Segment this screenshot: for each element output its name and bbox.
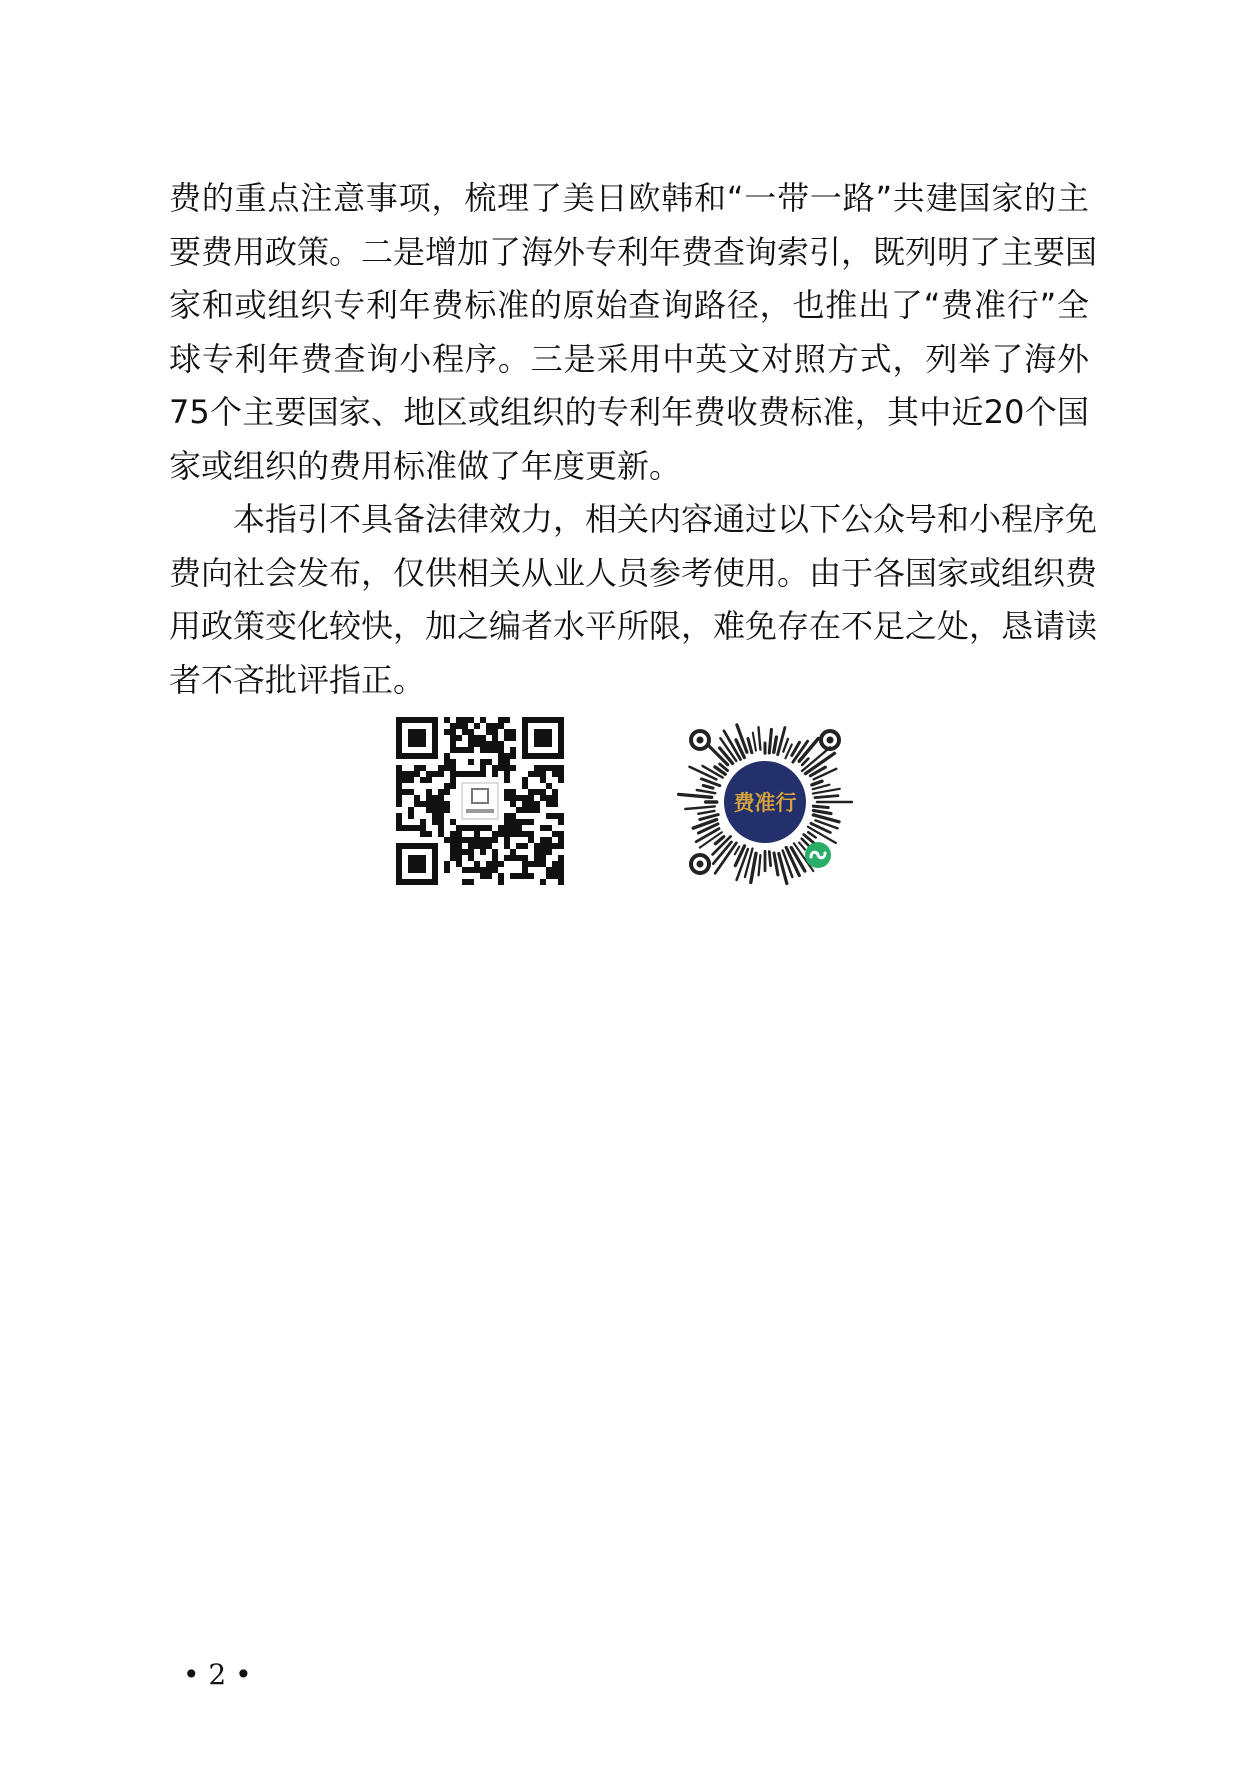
wechat-mini-program-icon <box>805 842 831 868</box>
p1-line-4: 球专利年费查询小程序。三是采用中英文对照方式，列举了海外 <box>169 339 1089 378</box>
p2-line-3: 用政策变化较快，加之编者水平所限，难免存在不足之处，恳请读 <box>169 607 1098 645</box>
p2-line-1: 本指引不具备法律效力，相关内容通过以下公众号和小程序免 <box>233 500 1098 538</box>
page-number: • 2 • <box>183 1658 252 1691</box>
wechat-account-qr-code <box>396 717 564 885</box>
p2-line-2: 费向社会发布，仅供相关从业人员参考使用。由于各国家或组织费 <box>169 553 1098 592</box>
mini-program-code <box>670 707 860 897</box>
qr-code-icon <box>396 717 564 885</box>
mini-program-code-icon <box>670 707 860 897</box>
p1-line-6: 家或组织的费用标准做了年度更新。 <box>169 446 682 485</box>
p1-line-3: 家和或组织专利年费标准的原始查询路径，也推出了“费准行”全 <box>169 286 1089 324</box>
p1-line-1: 费的重点注意事项，梳理了美日欧韩和“一带一路”共建国家的主 <box>169 179 1089 217</box>
p1-line-5: 75个主要国家、地区或组织的专利年费收费标准，其中近20个国 <box>169 393 1089 431</box>
body-text <box>169 172 1098 707</box>
p1-line-2: 要费用政策。二是增加了海外专利年费查询索引，既列明了主要国 <box>169 232 1098 271</box>
p2-line-4: 者不吝批评指正。 <box>169 660 426 699</box>
mini-program-logo-text: 费准行 <box>733 791 797 815</box>
